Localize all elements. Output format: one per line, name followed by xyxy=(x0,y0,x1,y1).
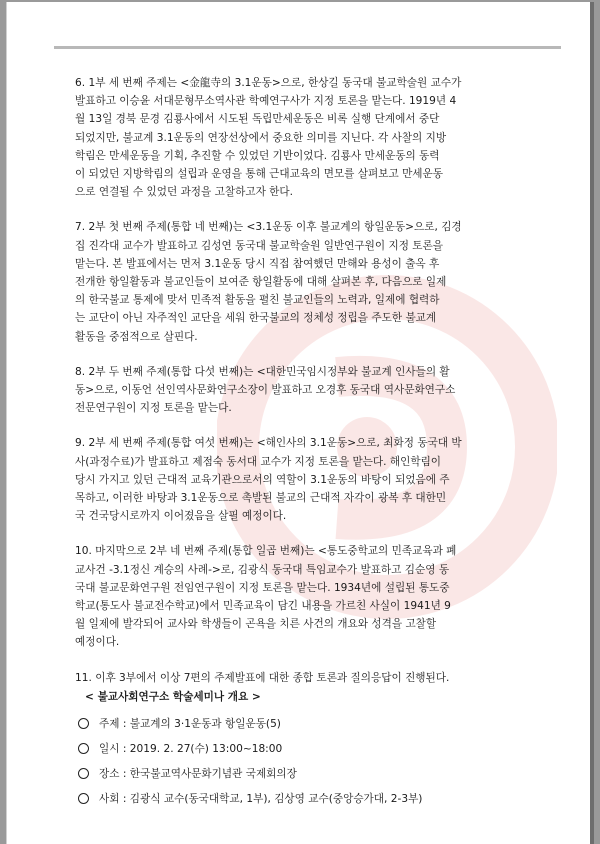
text-line: 교사건 -3.1정신 계승의 사례->로, 김광식 동국대 특임교수가 발표하고 김순영 동 xyxy=(75,563,450,576)
text-line: 는 교단이 아닌 자주적인 교단을 세워 한국불교의 정체성 정립을 주도한 불교계 xyxy=(75,312,437,325)
document-page xyxy=(6,2,592,844)
row-label: 장소 : xyxy=(99,768,130,780)
row-value: 불교계의 3·1운동과 항일운동(5) xyxy=(129,718,281,730)
text-line: 8. 2부 두 번째 주제(통합 다섯 번째)는 <대한민국임시정부와 불교계 인사들의 활 xyxy=(75,365,450,378)
text-line: 학림은 만세운동을 기획, 추진할 수 있었던 기반이었다. 김룡사 만세운동의 동력 xyxy=(75,149,440,162)
text-line: 집 진각대 교수가 발표하고 김성연 동국대 불교학술원 일반연구원이 지정 토론을 xyxy=(75,239,444,252)
text-line: 10. 마지막으로 2부 네 번째 주제(통합 일곱 번째)는 <통도중학교의 민족교육과 폐 xyxy=(75,545,457,558)
circle-bullet-icon xyxy=(78,743,89,754)
paragraph-6 xyxy=(75,74,555,201)
text-line: 발표하고 이승윤 서대문형무소역사관 학예연구사가 지정 토론을 맡는다. 1919년 4 xyxy=(75,95,457,108)
text-line: 동>으로, 이동언 선인역사문화연구소장이 발표하고 오경후 동국대 역사문화연구소 xyxy=(75,384,456,397)
paragraph-10 xyxy=(75,542,555,651)
seminar-title: < 불교사회연구소 학술세미나 개요 > xyxy=(85,691,261,703)
page-shadow xyxy=(590,2,594,844)
text-line: 월 일제에 발각되어 교사와 학생들이 곤욕을 치른 사건의 개요와 성격을 고찰할 xyxy=(75,618,437,631)
text-line: 사(과정수료)가 발표하고 제점숙 동서대 교수가 지정 토론을 맡는다. 해인학림이 xyxy=(75,455,442,468)
row-label: 사회 : xyxy=(99,793,130,805)
paragraph-7 xyxy=(75,218,555,345)
text-line: 이 되었던 지방학림의 설립과 운영을 통해 근대교육의 면모를 살펴보고 만세운동 xyxy=(75,168,444,181)
row-value: 한국불교역사문화기념관 국제회의장 xyxy=(129,768,297,780)
text-line: 당시 가지고 있던 근대적 교육기관으로서의 역할이 3.1운동의 바탕이 되었음에 주 xyxy=(75,473,450,486)
paragraph-11 xyxy=(75,669,555,687)
text-line: 의 한국불교 통제에 맞서 민족적 활동을 펼친 불교인들의 노력과, 일제에 협력하 xyxy=(75,294,440,307)
header-rule xyxy=(54,46,561,49)
paragraph-9 xyxy=(75,434,555,525)
text-line: 예정이다. xyxy=(75,636,120,649)
circle-bullet-icon xyxy=(78,768,89,779)
text-line: 월 13일 경북 문경 김룡사에서 시도된 독립만세운동은 비록 실행 단계에서 중단 xyxy=(75,113,440,126)
text-line: 국대 불교문화연구원 전임연구원이 지정 토론을 맡는다. 1934년에 설립된 통도중 xyxy=(75,581,450,594)
text-line: 6. 1부 세 번째 주제는 <金龍寺의 3.1운동>으로, 한상길 동국대 불교학술원 교수가 xyxy=(75,77,462,89)
row-label: 일시 : xyxy=(99,743,130,755)
seminar-summary xyxy=(75,688,555,811)
body-text xyxy=(75,74,555,704)
text-line: 전개한 항일활동과 불교인들이 보여준 항일활동에 대해 살펴본 후, 다음으로 일제 xyxy=(75,276,447,289)
row-value: 2019. 2. 27(수) 13:00~18:00 xyxy=(129,743,283,755)
circle-bullet-icon xyxy=(78,718,89,729)
row-label: 주제 : xyxy=(99,718,130,730)
text-line: 맡는다. 본 발표에서는 먼저 3.1운동 당시 직접 참여했던 만해와 용성이 출옥 후 xyxy=(75,257,440,270)
text-line: 7. 2부 첫 번째 주제(통합 네 번째)는 <3.1운동 이후 불교계의 항일운동>으로, 김경 xyxy=(75,221,462,234)
row-value: 김광식 교수(동국대학교, 1부), 김상영 교수(중앙승가대, 2-3부) xyxy=(129,793,423,805)
text-line: 활동을 중점적으로 살핀다. xyxy=(75,330,198,343)
circle-bullet-icon xyxy=(78,793,89,804)
seminar-row-topic xyxy=(75,711,555,736)
seminar-row-date xyxy=(75,736,555,761)
text-line: 국 건국당시로까지 이어졌음을 살필 예정이다. xyxy=(75,510,287,523)
text-line: 되었지만, 불교계 3.1운동의 연장선상에서 중요한 의미를 지닌다. 각 사찰의 지방 xyxy=(75,131,447,144)
paragraph-8 xyxy=(75,363,555,418)
seminar-row-moderator xyxy=(75,786,555,811)
text-line: 목하고, 이러한 바탕과 3.1운동으로 촉발된 불교의 근대적 자각이 광복 후 대한민 xyxy=(75,492,447,505)
text-line: 9. 2부 세 번째 주제(통합 여섯 번째)는 <해인사의 3.1운동>으로, 최화정 동국대 박 xyxy=(75,437,462,450)
text-line: 학교(통도사 불교전수학교)에서 민족교육이 담긴 내용을 가르친 사실이 1941년 9 xyxy=(75,600,451,613)
text-line: 11. 이후 3부에서 이상 7편의 주제발표에 대한 종합 토론과 질의응답이 진행된다. xyxy=(75,671,450,684)
text-line: 전문연구원이 지정 토론을 맡는다. xyxy=(75,402,232,415)
seminar-row-venue xyxy=(75,761,555,786)
text-line: 으로 연결될 수 있었던 과정을 고찰하고자 한다. xyxy=(75,186,294,199)
